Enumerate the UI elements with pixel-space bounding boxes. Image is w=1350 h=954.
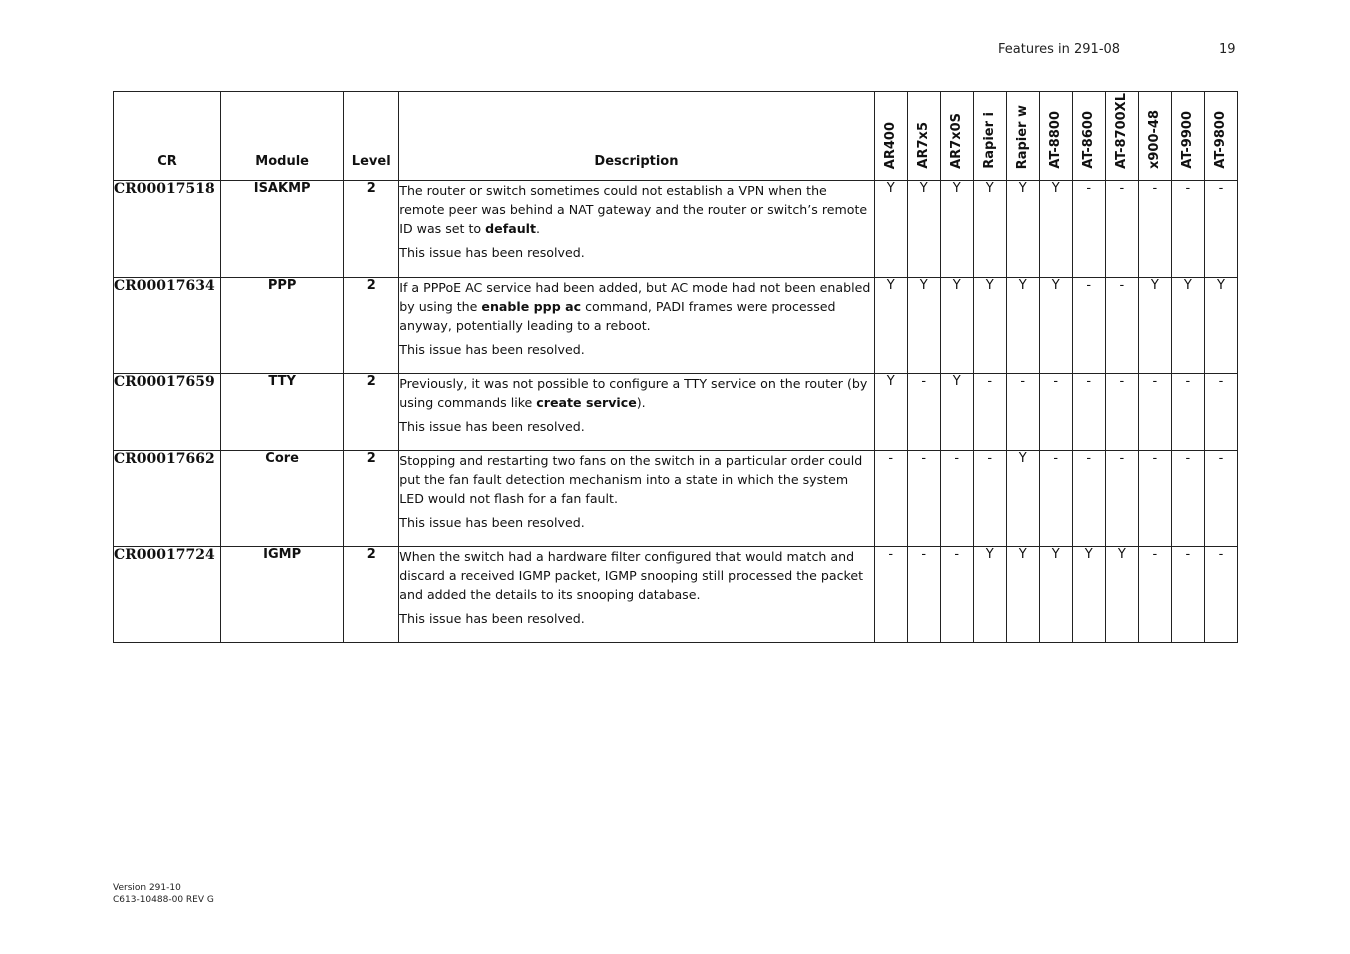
product-flag: - (973, 374, 1006, 451)
module-name: IGMP (221, 547, 344, 643)
col-header-product: AR7x5 (907, 92, 940, 181)
product-flag: Y (940, 374, 973, 451)
product-flag: Y (1171, 278, 1204, 374)
description-text-part: If a PPPoE AC service had been added, but AC mode had not been enabled by using the (399, 280, 871, 314)
product-flag: Y (874, 374, 907, 451)
description-text-part: Previously, it was not possible to configure a TTY service on the router (by using commands like (399, 376, 868, 410)
description-text (399, 374, 873, 412)
col-header-product: AT-9900 (1171, 92, 1204, 181)
product-flag: - (973, 451, 1006, 547)
level-value: 2 (344, 547, 399, 643)
table-row (114, 451, 1238, 547)
module-name: Core (221, 451, 344, 547)
level-value: 2 (344, 181, 399, 278)
col-header-cr: CR (114, 92, 221, 181)
product-flag: - (1072, 451, 1105, 547)
product-flag: - (1171, 374, 1204, 451)
page-number: 19 (1219, 42, 1236, 57)
product-flag: Y (1039, 278, 1072, 374)
product-flag: - (1171, 451, 1204, 547)
product-flag: - (907, 374, 940, 451)
description-text (399, 278, 873, 335)
table-row (114, 181, 1238, 278)
product-flag: Y (1006, 181, 1039, 278)
product-flag: - (1138, 374, 1171, 451)
module-name: TTY (221, 374, 344, 451)
product-flag: - (1204, 181, 1237, 278)
product-flag: Y (973, 547, 1006, 643)
product-flag: Y (973, 278, 1006, 374)
description-text (399, 451, 873, 508)
col-header-product: x900-48 (1138, 92, 1171, 181)
product-flag: Y (1006, 451, 1039, 547)
product-flag: Y (1105, 547, 1138, 643)
product-flag: Y (1039, 181, 1072, 278)
product-flag: Y (973, 181, 1006, 278)
product-flag: Y (1204, 278, 1237, 374)
description-text (399, 547, 873, 604)
product-flag: - (1006, 374, 1039, 451)
description-text (399, 181, 873, 238)
cr-number: CR00017659 (114, 374, 221, 451)
product-flag: - (1105, 181, 1138, 278)
running-header-title: Features in 291-08 (998, 42, 1121, 57)
resolution-text: This issue has been resolved. (399, 342, 585, 357)
table-row (114, 547, 1238, 643)
product-flag: - (940, 451, 973, 547)
product-flag: - (907, 451, 940, 547)
col-header-description: Description (399, 92, 874, 181)
col-header-module: Module (221, 92, 344, 181)
col-header-product: Rapier i (973, 92, 1006, 181)
product-flag: Y (907, 278, 940, 374)
col-header-product: AT-8800 (1039, 92, 1072, 181)
col-header-product: Rapier w (1006, 92, 1039, 181)
description-cell (399, 451, 874, 547)
module-name: PPP (221, 278, 344, 374)
product-flag: Y (874, 278, 907, 374)
product-flag: - (874, 547, 907, 643)
product-flag: - (1204, 547, 1237, 643)
description-cell (399, 181, 874, 278)
col-header-product: AR7x0S (940, 92, 973, 181)
product-flag: Y (907, 181, 940, 278)
product-flag: Y (1006, 278, 1039, 374)
resolution-text: This issue has been resolved. (399, 611, 585, 626)
product-flag: - (1171, 181, 1204, 278)
level-value: 2 (344, 374, 399, 451)
product-flag: - (1039, 374, 1072, 451)
product-flag: - (1072, 278, 1105, 374)
footer-version: Version 291-10 (113, 883, 181, 893)
product-flag: - (1171, 547, 1204, 643)
product-flag: Y (940, 181, 973, 278)
product-flag: - (1105, 278, 1138, 374)
module-name: ISAKMP (221, 181, 344, 278)
product-flag: Y (1072, 547, 1105, 643)
description-text-part: The router or switch sometimes could not establish a VPN when the remote peer was behind a NAT gateway and the router or switch’s remote ID was set to (399, 183, 868, 236)
cr-number: CR00017662 (114, 451, 221, 547)
col-header-level: Level (344, 92, 399, 181)
product-flag: - (1039, 451, 1072, 547)
description-text-part: When the switch had a hardware filter configured that would match and discard a received IGMP packet, IGMP snooping still processed the packet and added the details to its snooping database. (399, 549, 864, 602)
product-flag: - (1204, 451, 1237, 547)
table-row (114, 374, 1238, 451)
product-flag: - (1138, 181, 1171, 278)
product-flag: Y (874, 181, 907, 278)
level-value: 2 (344, 451, 399, 547)
col-header-product: AT-8700XL (1105, 92, 1138, 181)
product-flag: - (1138, 547, 1171, 643)
product-flag: - (907, 547, 940, 643)
col-header-product: AT-8600 (1072, 92, 1105, 181)
product-flag: - (1105, 451, 1138, 547)
product-flag: - (1138, 451, 1171, 547)
resolved-issues-table (113, 91, 1238, 643)
product-flag: Y (1039, 547, 1072, 643)
cr-number: CR00017724 (114, 547, 221, 643)
product-flag: - (1105, 374, 1138, 451)
description-text-part: . (536, 221, 541, 236)
product-flag: - (1072, 374, 1105, 451)
description-text-part: ). (636, 395, 646, 410)
product-flag: - (940, 547, 973, 643)
command-keyword: enable ppp ac (481, 299, 582, 314)
product-flag: - (1204, 374, 1237, 451)
description-cell (399, 374, 874, 451)
cr-number: CR00017634 (114, 278, 221, 374)
cr-number: CR00017518 (114, 181, 221, 278)
resolution-text: This issue has been resolved. (399, 419, 585, 434)
col-header-product: AT-9800 (1204, 92, 1237, 181)
col-header-product: AR400 (874, 92, 907, 181)
command-keyword: default (485, 221, 536, 236)
product-flag: Y (1006, 547, 1039, 643)
resolution-text: This issue has been resolved. (399, 245, 585, 260)
resolution-text: This issue has been resolved. (399, 515, 585, 530)
product-flag: - (874, 451, 907, 547)
product-flag: Y (940, 278, 973, 374)
table-header-row (114, 92, 1238, 181)
description-text-part: command, PADI frames were processed anyway, potentially leading to a reboot. (399, 299, 836, 333)
level-value: 2 (344, 278, 399, 374)
product-flag: - (1072, 181, 1105, 278)
footer-doc-id: C613-10488-00 REV G (113, 895, 214, 905)
command-keyword: create service (536, 395, 637, 410)
description-cell (399, 278, 874, 374)
description-text-part: Stopping and restarting two fans on the switch in a particular order could put the fan fault detection mechanism into a state in which the system LED would not flash for a fan fault. (399, 453, 863, 506)
product-flag: Y (1138, 278, 1171, 374)
description-cell (399, 547, 874, 643)
table-row (114, 278, 1238, 374)
